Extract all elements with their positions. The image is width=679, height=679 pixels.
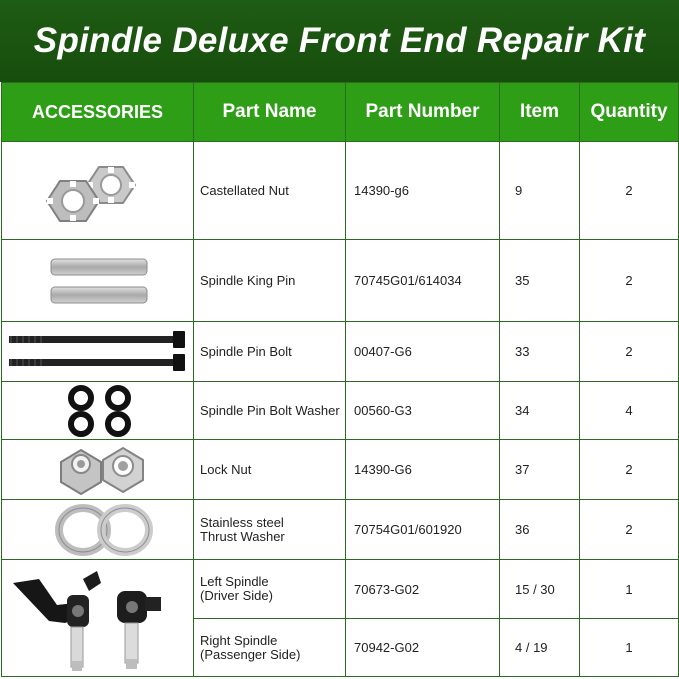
column-header-part-name: Part Name [194, 83, 346, 142]
part-name-cell [194, 619, 346, 677]
table-row [2, 440, 679, 500]
king-pin-icon [23, 249, 173, 313]
part-name: Spindle Pin Bolt [200, 343, 292, 359]
castellated-nut-icon [23, 151, 173, 231]
column-header-quantity: Quantity [580, 83, 679, 142]
accessory-image-cell [2, 240, 194, 322]
item-cell: 9 [500, 142, 580, 240]
accessory-image-cell [2, 382, 194, 440]
part-name-cell [194, 322, 346, 382]
quantity-cell: 2 [580, 240, 679, 322]
part-number-cell: 70745G01/614034 [346, 240, 500, 322]
part-name-line-2: Thrust Washer [200, 528, 285, 544]
quantity-cell: 1 [580, 560, 679, 619]
table-row [2, 382, 679, 440]
accessory-image-cell [2, 440, 194, 500]
part-name-cell [194, 440, 346, 500]
item-cell: 37 [500, 440, 580, 500]
accessory-image-cell [2, 322, 194, 382]
column-header-part-number: Part Number [346, 83, 500, 142]
column-header-accessories: ACCESSORIES [2, 83, 194, 142]
table-row [2, 142, 679, 240]
quantity-cell: 2 [580, 500, 679, 560]
title-banner [0, 0, 679, 82]
item-cell: 33 [500, 322, 580, 382]
part-number-cell: 70754G01/601920 [346, 500, 500, 560]
item-cell: 4 / 19 [500, 619, 580, 677]
part-name: Stainless steel [200, 514, 284, 530]
bolt-washer-icon [23, 384, 173, 438]
part-name: Spindle King Pin [200, 272, 296, 288]
part-number-cell: 70942-G02 [346, 619, 500, 677]
table-row [2, 322, 679, 382]
part-name: Right Spindle [200, 632, 278, 648]
part-number-cell: 00407-G6 [346, 322, 500, 382]
lock-nut-icon [23, 442, 173, 498]
quantity-cell: 2 [580, 142, 679, 240]
part-name: Spindle Pin Bolt Washer [200, 402, 340, 418]
part-name: Castellated Nut [200, 182, 289, 198]
spindle-icon [5, 561, 191, 675]
page-title: Spindle Deluxe Front End Repair Kit [33, 21, 646, 60]
parts-table [1, 82, 679, 677]
item-cell: 34 [500, 382, 580, 440]
part-name-cell [194, 240, 346, 322]
part-name: Lock Nut [200, 461, 252, 477]
accessory-image-cell [2, 142, 194, 240]
part-name: Left Spindle [200, 574, 269, 589]
thrust-washer-icon [23, 502, 173, 558]
quantity-cell: 1 [580, 619, 679, 677]
item-cell: 15 / 30 [500, 560, 580, 619]
part-name-cell [194, 500, 346, 560]
part-name-line-2: (Passenger Side) [200, 646, 301, 662]
pin-bolt-icon [5, 327, 191, 377]
part-name-cell [194, 382, 346, 440]
item-cell: 36 [500, 500, 580, 560]
part-number-cell: 70673-G02 [346, 560, 500, 619]
quantity-cell: 2 [580, 322, 679, 382]
quantity-cell: 4 [580, 382, 679, 440]
table-header-row [2, 83, 679, 142]
part-name-line-2: (Driver Side) [200, 588, 273, 603]
part-number-cell: 00560-G3 [346, 382, 500, 440]
accessory-image-cell [2, 500, 194, 560]
table-row [2, 240, 679, 322]
part-name-cell [194, 142, 346, 240]
quantity-cell: 2 [580, 440, 679, 500]
table-row [2, 560, 679, 619]
part-number-cell: 14390-g6 [346, 142, 500, 240]
part-name-cell [194, 560, 346, 619]
column-header-item: Item [500, 83, 580, 142]
part-number-cell: 14390-G6 [346, 440, 500, 500]
item-cell: 35 [500, 240, 580, 322]
table-row [2, 500, 679, 560]
accessory-image-cell [2, 560, 194, 677]
